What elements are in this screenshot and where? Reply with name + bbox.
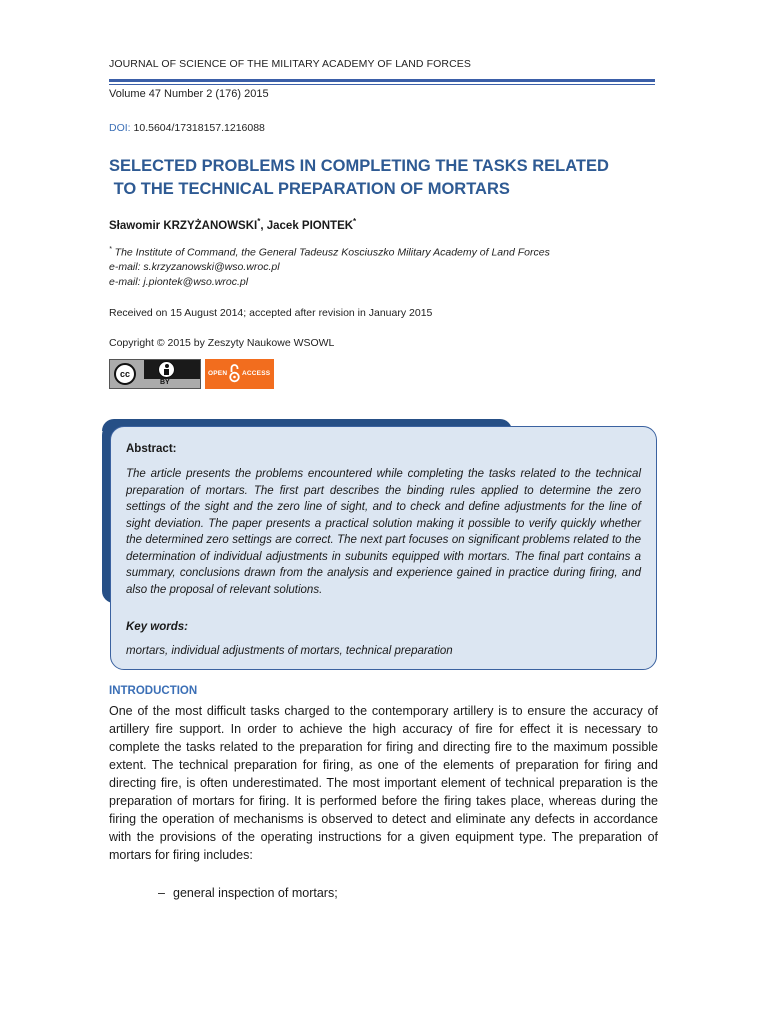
affiliation-block [109,243,669,289]
title-line-1: SELECTED PROBLEMS IN COMPLETING THE TASKS RELATED [109,157,609,175]
volume-info: Volume 47 Number 2 (176) 2015 [109,88,269,100]
journal-name: JOURNAL OF SCIENCE OF THE MILITARY ACADEMY OF LAND FORCES [109,58,471,70]
keywords-heading: Key words: [126,621,188,633]
article-title [109,155,669,201]
header-rule-thin [109,84,655,85]
creative-commons-icon: cc [114,363,136,385]
header-rule-thick [109,79,655,82]
abstract-text: The article presents the problems encountered while completing the tasks related to the technical preparation of mortars. The first part describes the binding rules applied to determine the zero settings of the sight and the zero line of sight, and to check and define adjustments for the line of sight deviation. The paper presents a practical solution making it possible to verify quickly whether the determined zero settings are correct. The next part focuses on significant problems related to the determination of individual adjustments in subunits equipped with mortars. The final part contains a summary, conclusions drawn from the analysis and experience gained in practice during firing, and also the proposal of relevant solutions. [126,468,641,596]
doi [109,122,265,134]
authors [109,217,356,232]
doi-label: DOI: [109,122,131,134]
affiliation-text: The Institute of Command, the General Tadeusz Kosciuszko Military Academy of Land Forces [111,246,550,259]
received-date: Received on 15 August 2014; accepted after revision in January 2015 [109,307,433,319]
title-line-2: TO THE TECHNICAL PREPARATION OF MORTARS [109,180,510,198]
introduction-heading: INTRODUCTION [109,685,198,697]
list-item-text: general inspection of mortars; [173,886,338,900]
author-1: Sławomir KRZYŻANOWSKI [109,219,258,232]
list-item [158,886,338,900]
email-1[interactable]: e-mail: s.krzyzanowski@wso.wroc.pl [109,261,280,273]
email-2[interactable]: e-mail: j.piontek@wso.wroc.pl [109,275,249,288]
author-1-mark: * [257,217,261,226]
abstract-heading: Abstract: [126,443,177,455]
introduction-text: One of the most difficult tasks charged to the contemporary artillery is to ensure the accuracy of artillery fire support. In order to achieve the high accuracy of fire for effect it is necessary to complete the tasks related to the preparation for firing and directing fire to the maximum possible extent. The technical preparation for firing, as one of the elements of preparation for firing and directing fire, is often underestimated. The most important element of technical preparation is the preparation of mortars for firing. It is performed before the firing takes place, whereas during the firing the operation of mechanisms is observed to detect and eliminate any defects in accordance with the provisions of the operating instructions for a given equipment type. The preparation of mortars for firing includes: [109,704,658,862]
oa-open-label: OPEN [208,370,228,377]
doi-link[interactable]: 10.5604/17318157.1216088 [133,122,265,134]
attribution-icon [158,361,175,378]
author-2: Jacek PIONTEK [266,219,354,232]
affiliation-mark: * [109,246,112,253]
open-access-lock-icon [229,363,240,383]
open-access-badge[interactable] [205,359,274,389]
copyright: Copyright © 2015 by Zeszyty Naukowe WSOWL [109,337,335,349]
list-dash: – [158,886,165,900]
affiliation [109,243,669,260]
author-2-mark: * [353,217,357,226]
oa-access-label: ACCESS [242,370,271,377]
by-label: BY [160,379,170,386]
keywords-text: mortars, individual adjustments of mortars, technical preparation [126,645,453,657]
cc-by-badge[interactable] [109,359,201,389]
author-separator: , [260,219,267,232]
